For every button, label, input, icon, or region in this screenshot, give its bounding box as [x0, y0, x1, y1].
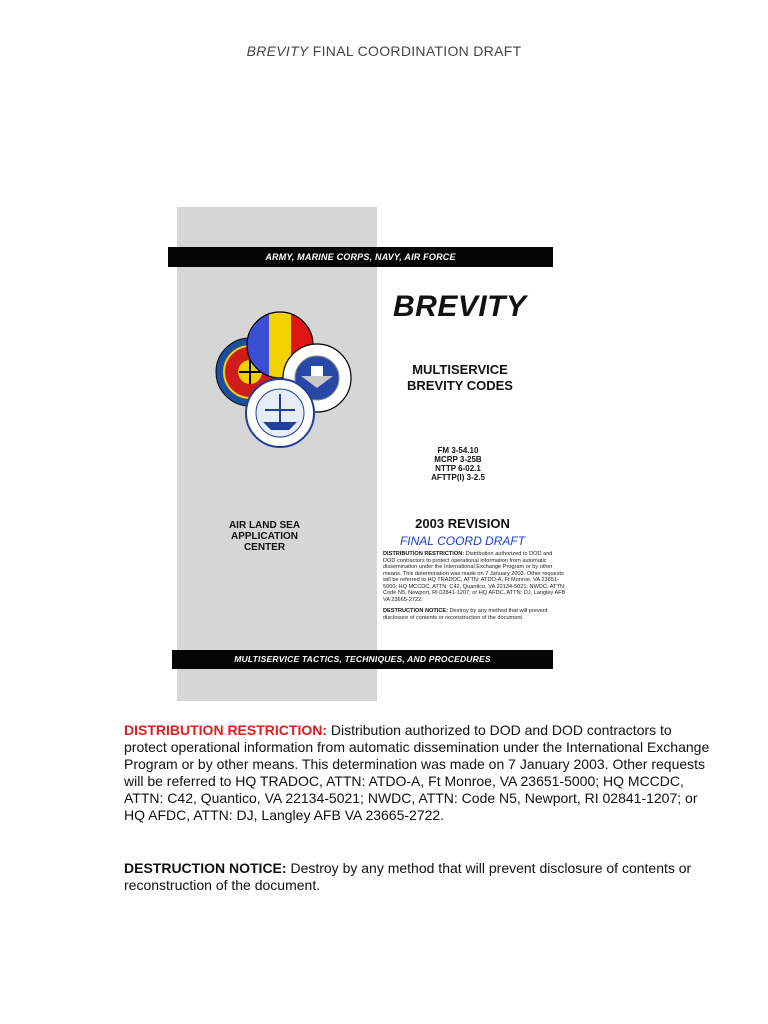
- header-title-italic: BREVITY: [246, 43, 309, 59]
- subtitle-line1: MULTISERVICE: [412, 362, 508, 377]
- header-title-rest: FINAL COORDINATION DRAFT: [308, 43, 522, 59]
- navy-seal-icon: [246, 379, 314, 447]
- cover-destruction-text: Destroy by any method that will prevent disclosure of contents or reconstruction of the document.: [383, 608, 548, 621]
- cover-destruction-notice: [383, 608, 566, 621]
- service-seals-emblem: [215, 310, 355, 450]
- alsa-line: APPLICATION: [230, 531, 299, 542]
- destruction-notice-label: DESTRUCTION NOTICE:: [124, 860, 287, 876]
- page-header: [0, 43, 768, 59]
- cover-subtitle: [400, 362, 520, 394]
- destruction-notice-paragraph: [124, 860, 714, 894]
- destruction-notice-text: Destroy by any method that will prevent disclosure of contents or reconstruction of the document.: [124, 860, 692, 893]
- pub-number: MCRP 3-25B: [434, 455, 482, 464]
- cover-notice-block: [383, 551, 566, 626]
- cover-title: BREVITY: [393, 290, 527, 323]
- cover-top-band: ARMY, MARINE CORPS, NAVY, AIR FORCE: [168, 247, 553, 267]
- revision-label: 2003 REVISION: [415, 516, 510, 531]
- alsa-line: CENTER: [243, 542, 286, 553]
- cover-bottom-band: MULTISERVICE TACTICS, TECHNIQUES, AND PROCEDURES: [172, 650, 553, 669]
- distribution-restriction-paragraph: [124, 722, 714, 824]
- alsa-center-label: [212, 520, 317, 553]
- cover-gray-panel: [177, 207, 377, 701]
- alsa-line: AIR LAND SEA: [228, 520, 301, 531]
- pub-number: AFTTP(I) 3-2.5: [431, 473, 485, 482]
- pub-number: FM 3-54.10: [437, 446, 479, 455]
- cover-destruction-label: DESTRUCTION NOTICE:: [383, 608, 448, 614]
- cover-distribution-text: Distribution authorized to DOD and DOD contractors to protect operational information from automatic dissemination under the International Exchange Program or by other means. This determination was made on 7 January 2003. Other requests will be referred to HQ TRADOC, ATTN: ATDO-A, Ft Monroe, VA 23651-5000; HQ MCCDC, ATTN: C42, Quantico, VA 22134-5021; NWDC, ATTN: Code N5, Newport, RI 02841-1207; or HQ AFDC, ATTN: DJ, Langley AFB VA 23665-2722.: [383, 551, 566, 603]
- subtitle-line2: BREVITY CODES: [407, 378, 513, 393]
- cover-distribution-notice: [383, 551, 566, 603]
- final-coord-label: FINAL COORD DRAFT: [399, 534, 526, 548]
- cover-distribution-label: DISTRIBUTION RESTRICTION:: [383, 551, 465, 557]
- distribution-restriction-text: Distribution authorized to DOD and DOD contractors to protect operational information from automatic dissemination under the International Exchange Program or by other means. This determination was made on 7 January 2003. Other requests will be referred to HQ TRADOC, ATTN: ATDO-A, Ft Monroe, VA 23651-5000; HQ MCCDC, ATTN: C42, Quantico, VA 22134-5021; NWDC, ATTN: Code N5, Newport, RI 02841-1207; or HQ AFDC, ATTN: DJ, Langley AFB VA 23665-2722.: [124, 722, 710, 823]
- pub-number: NTTP 6-02.1: [435, 464, 481, 473]
- publication-numbers: [418, 446, 498, 482]
- distribution-restriction-label: DISTRIBUTION RESTRICTION:: [124, 722, 327, 738]
